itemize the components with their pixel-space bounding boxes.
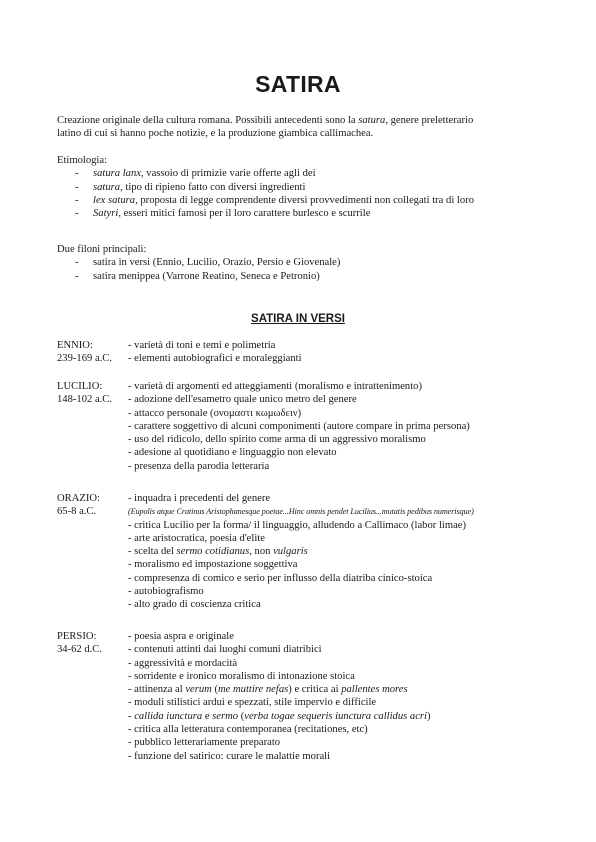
- intro-text: , genere preletterario: [385, 115, 474, 126]
- trait-line: - attacco personale (ονομαστι κωμωδειν): [128, 407, 302, 419]
- trait-line: - pubblico letterariamente preparato: [128, 737, 281, 749]
- trait-line: [128, 710, 568, 723]
- filoni-heading: Due filoni principali:: [57, 244, 147, 255]
- list-item: [57, 181, 547, 194]
- text: (: [211, 684, 219, 696]
- author-name: ORAZIO:: [57, 493, 100, 504]
- trait-line: - sorridente e ironico moralismo di intonazione stoica: [128, 670, 355, 682]
- author-info: [57, 380, 129, 407]
- author-dates: 148-102 a.C.: [57, 394, 113, 406]
- trait-line: - uso del ridicolo, dello spirito come arma di un aggressivo moralismo: [128, 434, 426, 446]
- dash: -: [75, 194, 79, 206]
- trait-line: - varietà di argomenti ed atteggiamenti (moralismo e intrattenimento): [128, 381, 422, 392]
- author-name: LUCILIO:: [57, 381, 103, 392]
- author-dates: 239-169 a.C.: [57, 353, 113, 365]
- latin-term: callida iunctura: [134, 710, 203, 722]
- dash: -: [75, 270, 79, 282]
- etymology-block: [57, 154, 547, 220]
- latin-term: verum: [185, 684, 212, 696]
- trait-line: - moduli stilistici ardui e spezzati, stile impervio e difficile: [128, 697, 377, 709]
- intro-text: Creazione originale della cultura romana. Possibili antecedenti sono la: [57, 115, 359, 126]
- trait-line: [128, 683, 568, 696]
- latin-term: pallentes mores: [341, 684, 408, 696]
- dash: -: [75, 168, 79, 180]
- trait-line: - alto grado di coscienza critica: [128, 599, 261, 611]
- trait-line: - presenza della parodia letteraria: [128, 460, 270, 472]
- dash: -: [75, 208, 79, 220]
- trait-line: - inquadra i precedenti del genere: [128, 493, 271, 504]
- list-item: [57, 207, 547, 220]
- text: e: [202, 710, 213, 722]
- author-info: [57, 339, 129, 366]
- etymology-list: [57, 167, 547, 220]
- term: satura: [93, 181, 121, 193]
- author-info: [57, 492, 129, 519]
- trait-line: - adesione al quotidiano e linguaggio non elevato: [128, 447, 337, 459]
- author-traits: [128, 380, 568, 473]
- trait-line: - critica Lucilio per la forma/ il linguaggio, alludendo a Callimaco (labor limae): [128, 519, 466, 531]
- term: Satyri: [93, 208, 119, 220]
- definition: , esseri mitici famosi per il loro carattere burlesco e scurrile: [118, 208, 371, 220]
- trait-line: - varietà di toni e temi e polimetria: [128, 340, 276, 351]
- text: ) e critica ai: [288, 684, 342, 696]
- latin-term: sermo: [212, 710, 239, 722]
- list-item: [57, 256, 547, 269]
- trait-line: - adozione dell'esametro quale unico metro del genere: [128, 394, 357, 406]
- filoni-block: [57, 243, 547, 283]
- item-text: satira menippea (Varrone Reatino, Seneca e Petronio): [93, 270, 320, 282]
- intro-line-1: [57, 114, 547, 127]
- author-traits: [128, 339, 568, 366]
- trait-line: - elementi autobiografici e moraleggianti: [128, 353, 302, 365]
- author-dates: 65-8 a.C.: [57, 506, 97, 518]
- text: - scelta del: [128, 546, 177, 558]
- trait-line: - autobiografismo: [128, 586, 204, 598]
- latin-term: me muttire nefas: [218, 684, 289, 696]
- page-title: SATIRA: [255, 71, 341, 97]
- trait-line: - compresenza di comico e serio per influsso della diatriba cinico-stoica: [128, 572, 433, 584]
- trait-line: - funzione del satirico: curare le malattie morali: [128, 750, 331, 762]
- intro-italic: satura: [358, 115, 386, 126]
- author-name: ENNIO:: [57, 340, 93, 351]
- list-item: [57, 167, 547, 180]
- trait-line: - contenuti attinti dai luoghi comuni diatribici: [128, 644, 322, 656]
- author-traits: [128, 630, 568, 763]
- trait-line: [128, 545, 568, 558]
- intro-line-2: latino di cui si hanno poche notizie, e la produzione giambica callimachea.: [57, 128, 374, 140]
- text: ): [426, 710, 431, 722]
- text: , non: [249, 546, 274, 558]
- trait-line: - poesia aspra e originale: [128, 631, 234, 642]
- list-item: [57, 194, 547, 207]
- term: lex satura: [93, 194, 136, 206]
- latin-term: sermo cotidianus: [176, 546, 250, 558]
- term: satura lanx: [93, 168, 141, 180]
- author-name: PERSIO:: [57, 631, 97, 642]
- text: -: [128, 710, 135, 722]
- definition: , proposta di legge comprendente diversi provvedimenti non collegati tra di loro: [135, 194, 474, 206]
- latin-term: vulgaris: [273, 546, 308, 558]
- author-dates: 34-62 d.C.: [57, 644, 103, 656]
- list-item: [57, 270, 547, 283]
- trait-line: - carattere soggettivo di alcuni componimenti (autore compare in prima persona): [128, 420, 470, 432]
- text: (: [238, 710, 245, 722]
- author-info: [57, 630, 129, 657]
- trait-line: - moralismo ed impostazione soggettiva: [128, 559, 298, 571]
- definition: , tipo di ripieno fatto con diversi ingredienti: [120, 181, 306, 193]
- trait-line: - aggressività e mordacità: [128, 657, 238, 669]
- dash: -: [75, 257, 79, 269]
- dash: -: [75, 181, 79, 193]
- latin-quote: (Eupolis atque Cratinus Aristophanesque poetae...Hinc omnis pendet Lucilius...mutatis pedibus numerisque): [128, 507, 474, 517]
- trait-line: - critica alla letteratura contemporanea (recitationes, etc): [128, 724, 368, 736]
- item-text: satira in versi (Ennio, Lucilio, Orazio, Persio e Giovenale): [93, 257, 341, 269]
- text: - attinenza al: [128, 684, 186, 696]
- section-title: SATIRA IN VERSI: [251, 313, 345, 325]
- filoni-list: [57, 256, 547, 283]
- latin-term: verba togae sequeris iunctura callidus acri: [244, 710, 427, 722]
- intro-paragraph: [57, 114, 547, 141]
- etymology-heading: Etimologia:: [57, 155, 108, 166]
- author-traits: [128, 492, 568, 612]
- definition: , vassoio di primizie varie offerte agli dei: [140, 168, 316, 180]
- trait-line: - arte aristocratica, poesia d'elite: [128, 532, 265, 544]
